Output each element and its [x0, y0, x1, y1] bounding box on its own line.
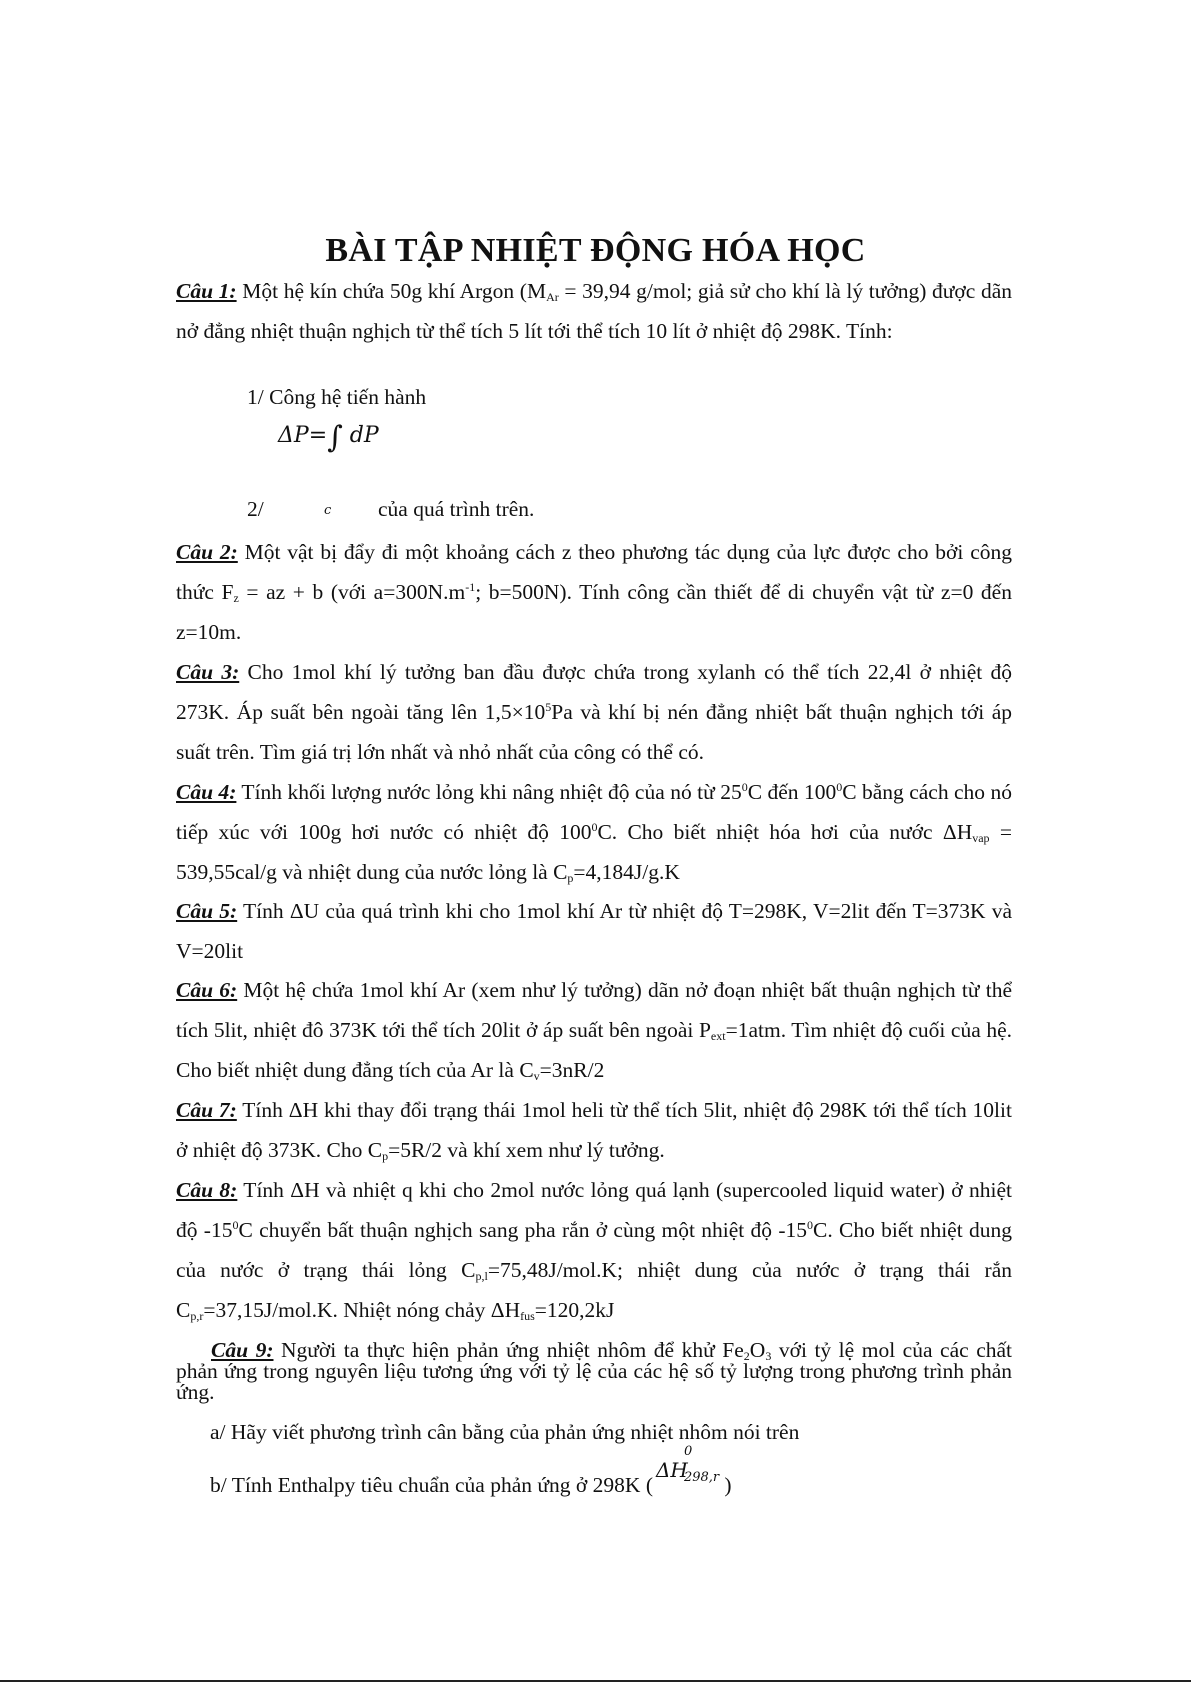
page-title: BÀI TẬP NHIỆT ĐỘNG HÓA HỌC: [325, 232, 866, 269]
question-3: Câu 3: Cho 1mol khí lý tưởng ban đầu được chứa trong xylanh có thể tích 22,4l ở nhiệt độ 273K. Áp suất bên ngoài tăng lên $1,5\times 10^5Pa$ và khí bị nén đẳng nhiệt bất thuận nghịch tới áp suất trên. Tìm giá trị lớn nhất và nhỏ nhất của công có thể có.: [176, 660, 1012, 764]
page-bottom-rule: [0, 1680, 1191, 1682]
question-1-item-2: của quá trình trên.: [378, 497, 535, 521]
question-label: Câu 7:: [176, 1098, 237, 1122]
question-label: Câu 4:: [176, 780, 237, 804]
question-9-item-b: b/ Tính Enthalpy tiêu chuẩn của phản ứng ở 298K ( ΔH 0 298,r ): [210, 1444, 732, 1497]
formula-integral-subscript: c: [324, 503, 332, 518]
question-6: Câu 6: Một hệ chứa 1mol khí Ar (xem như lý tưởng) dãn nở đoạn nhiệt bất thuận nghịch từ thể tích 5lit, nhiệt đô 373K tới thể tích 20lit ở áp suất bên ngoài $P_{ext}=1atm$. Tìm nhiệt độ cuối của hệ. Cho biết nhiệt dung đẳng tích của Ar là $C_v=3nR/2$: [176, 978, 1012, 1083]
question-label: Câu 2:: [176, 540, 238, 564]
question-label: Câu 6:: [176, 978, 238, 1002]
question-1: Câu 1: Một hệ kín chứa 50g khí Argon ($M_{Ar} = 39,94$ g/mol; giả sử cho khí là lý tưởng) được dãn nở đẳng nhiệt thuận nghịch từ thể tích 5 lít tới thể tích 10 lít ở nhiệt độ 298K. Tính:: [176, 279, 1012, 343]
question-label: Câu 5:: [176, 899, 238, 923]
question-9-item-a: a/ Hãy viết phương trình cân bằng của phản ứng nhiệt nhôm nói trên: [210, 1420, 800, 1444]
question-1-item-1: 1/ Công hệ tiến hành: [247, 385, 427, 409]
question-label: Câu 1:: [176, 279, 237, 303]
question-7: Câu 7: Tính ΔH khi thay đổi trạng thái 1mol heli từ thể tích 5lit, nhiệt độ 298K tới thể tích 10lit ở nhiệt độ 373K. Cho $C_p=5R/2$ và khí xem như lý tưởng.: [176, 1098, 1012, 1163]
question-5: Câu 5: Tính ΔU của quá trình khi cho 1mol khí Ar từ nhiệt độ T=298K, V=2lit đến T=373K và V=20lit: [176, 899, 1012, 963]
question-4: Câu 4: Tính khối lượng nước lỏng khi nâng nhiệt độ của nó từ $25^0C$ đến $100^0C$ bằng cách cho nó tiếp xúc với 100g hơi nước có nhiệt độ $100^0C$. Cho biết nhiệt hóa hơi của nước $\Delta H_{vap} = 539,55cal/g$ và nhiệt dung của nước lỏng là $C_p=4,184J/g.K$: [176, 780, 1012, 885]
formula-delta-h-298: ΔH 0 298,r: [655, 1444, 720, 1485]
question-label: Câu 3:: [176, 660, 240, 684]
question-1-item-2-number: 2/: [247, 497, 264, 521]
question-8: Câu 8: Tính ΔH và nhiệt q khi cho 2mol nước lỏng quá lạnh (supercooled liquid water) ở nhiệt độ $-15^0C$ chuyển bất thuận nghịch sang pha rắn ở cùng một nhiệt độ $-15^0C$. Cho biết nhiệt dung của nước ở trạng thái lỏng $C_{p,l}=75,48J/mol.K$; nhiệt dung của nước ở trạng thái rắn $C_{p,r}=37,15J/mol.K$. Nhiệt nóng chảy $\Delta H_{fus}=120,2kJ$: [176, 1178, 1013, 1323]
question-9: Câu 9: Người ta thực hiện phản ứng nhiệt nhôm để khử $Fe_2O_3$ với tỷ lệ mol của các chất phản ứng trong nguyên liệu tương ứng với tỷ lệ của các hệ số tỷ lượng trong phương trình phản ứng.: [176, 1338, 1012, 1404]
question-2: Câu 2: Một vật bị đẩy đi một khoảng cách z theo phương tác dụng của lực được cho bởi công thức $F_z$ = az + b (với $a=300N.m^{-1}$; b=500N). Tính công cần thiết để di chuyển vật từ z=0 đến z=10m.: [176, 540, 1012, 644]
formula-delta-p: ΔP=∫ dP: [278, 420, 379, 455]
question-label: Câu 9:: [211, 1338, 274, 1362]
question-label: Câu 8:: [176, 1178, 238, 1202]
